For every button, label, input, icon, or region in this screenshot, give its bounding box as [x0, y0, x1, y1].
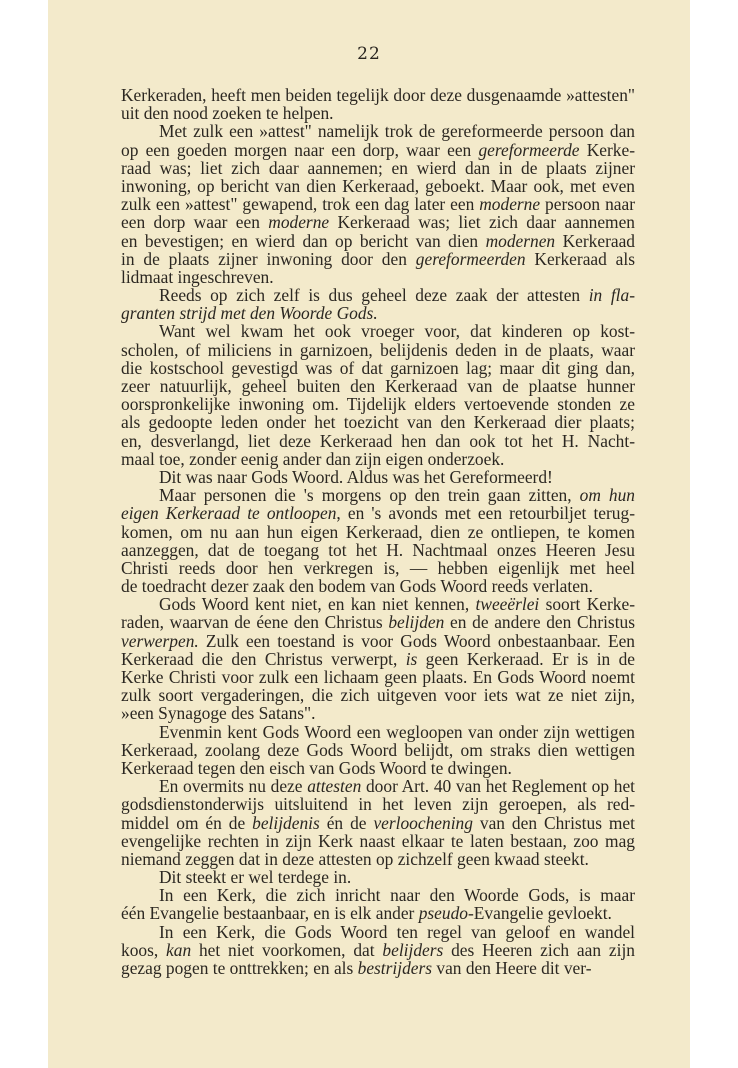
text-segment: Kerkeraad tegen den eisch van Gods Woord te dwingen.	[121, 757, 512, 778]
italic-segment: belijdenis	[252, 812, 320, 833]
text-segment: geen Kerkeraad. Er is in de	[417, 648, 635, 669]
text-segment: Dit was naar Gods Woord. Aldus was het Gereformeerd!	[159, 466, 553, 487]
text-line	[121, 723, 635, 741]
book-page	[48, 0, 690, 1068]
italic-segment: kan	[166, 939, 192, 960]
text-segment: als gedoopte leden onder het toezicht van den Kerkeraad dier plaats;	[121, 412, 635, 433]
text-segment: raad was; liet zich daar aannemen; en wierd dan in de plaats zijner	[121, 157, 635, 178]
text-segment: en, desverlangd, liet deze Kerkeraad hen dan ook tot het H. Nacht-	[121, 430, 635, 451]
text-segment: in de plaats zijner inwoning door den	[121, 248, 416, 269]
text-line	[121, 359, 635, 377]
text-segment: In een Kerk, die zich inricht naar den Woorde Gods, is maar	[159, 885, 635, 906]
text-line	[121, 814, 635, 832]
italic-segment: om hun	[579, 485, 635, 506]
text-segment: persoon naar	[540, 194, 635, 215]
text-segment: het niet voorkomen, dat	[191, 939, 383, 960]
text-segment: Gods Woord kent niet, en kan niet kennen,	[159, 594, 476, 615]
text-segment: een dorp waar een	[121, 212, 269, 233]
text-segment: Evenmin kent Gods Woord een wegloopen van onder zijn wettigen	[159, 721, 635, 742]
text-line	[121, 632, 635, 650]
text-segment: aanzeggen, dat de toegang tot het H. Nachtmaal onzes Heeren Jesu	[121, 539, 635, 560]
text-segment: Maar personen die 's morgens op den trein gaan zitten,	[159, 485, 580, 506]
text-segment: die kostschool gevestigd was of dat garnizoen lag; maar dit ging dan,	[121, 357, 635, 378]
text-line	[121, 959, 635, 977]
italic-segment: verloochening	[373, 812, 473, 833]
text-line	[121, 141, 635, 159]
text-segment: zeer natuurlijk, geheel buiten den Kerkeraad van de plaatse hunner	[121, 376, 635, 396]
italic-segment: modernen	[485, 230, 556, 251]
italic-segment: moderne	[268, 212, 330, 233]
text-line	[121, 450, 635, 468]
text-line	[121, 868, 635, 886]
text-line	[121, 577, 635, 595]
text-segment: én de	[319, 812, 374, 833]
text-segment: »een Synagoge des Satans".	[121, 703, 316, 724]
text-line	[121, 886, 635, 904]
text-line	[121, 777, 635, 795]
text-segment: inwoning, op bericht van dien Kerkeraad, geboekt. Maar ook, met even	[121, 175, 635, 196]
text-segment: raden, waarvan de éene den Christus	[121, 612, 389, 633]
italic-segment: gereformeerden	[415, 248, 526, 269]
page-number: 22	[357, 44, 381, 64]
text-line	[121, 759, 635, 777]
italic-segment: granten strijd met den Woorde Gods.	[121, 303, 378, 324]
text-segment: evengelijke rechten in zijn Kerk naast elkaar te laten bestaan, zoo mag	[121, 830, 635, 851]
text-line	[121, 104, 635, 122]
text-segment: Kerkeraad was; liet zich daar aannemen	[329, 212, 635, 233]
text-segment: door Art. 40 van het Reglement op het	[361, 776, 636, 797]
text-segment: lidmaat ingeschreven.	[121, 266, 274, 287]
text-line	[121, 650, 635, 668]
text-line	[121, 741, 635, 759]
text-segment: Zulk een toestand is voor Gods Woord onbestaanbaar. Een	[198, 630, 635, 651]
text-segment: uit den nood zoeken te helpen.	[121, 103, 334, 124]
text-line	[121, 232, 635, 250]
italic-segment: pseudo	[418, 903, 468, 924]
italic-segment: is	[405, 648, 418, 669]
text-segment: middel om én de	[121, 812, 253, 833]
text-segment: zulk een »attest" gewapend, trok een dag later een	[121, 194, 480, 215]
text-segment: maal toe, zonder eenig ander dan zijn eigen onderzoek.	[121, 448, 505, 469]
text-segment: Want wel kwam het ook vroeger voor, dat kinderen op kost-	[159, 321, 635, 342]
text-segment: Dit steekt er wel terdege in.	[159, 867, 352, 888]
italic-segment: eigen Kerkeraad te ontloopen	[121, 503, 337, 524]
text-segment: één Evangelie bestaanbaar, en is elk ander	[121, 903, 419, 924]
text-line	[121, 941, 635, 959]
text-line	[121, 704, 635, 722]
text-segment: niemand zeggen dat in deze attesten op zichzelf geen kwaad steekt.	[121, 848, 589, 869]
text-line	[121, 668, 635, 686]
text-line	[121, 122, 635, 140]
text-line	[121, 159, 635, 177]
text-segment: Reeds op zich zelf is dus geheel deze zaak der attesten	[159, 285, 589, 306]
text-segment: en de andere den Christus	[444, 612, 635, 633]
text-segment: Christi reeds door hen verkregen is, — hebben eigenlijk met heel	[121, 557, 635, 578]
text-line	[121, 504, 635, 522]
text-segment: komen, om nu aan hun eigen Kerkeraad, dien ze ontliepen, te komen	[121, 521, 635, 542]
text-line	[121, 486, 635, 504]
text-segment: Met zulk een »attest" namelijk trok de gereformeerde persoon dan	[159, 121, 635, 142]
text-segment: In een Kerk, die Gods Woord ten regel van geloof en wandel	[159, 921, 635, 942]
text-line	[121, 523, 635, 541]
text-segment: Kerkeraad die den Christus verwerpt,	[121, 648, 406, 669]
text-line	[121, 559, 635, 577]
text-line	[121, 432, 635, 450]
italic-segment: tweeërlei	[475, 594, 540, 615]
text-line	[121, 177, 635, 195]
text-segment: -Evangelie gevloekt.	[467, 903, 612, 924]
text-line	[121, 395, 635, 413]
text-line	[121, 468, 635, 486]
text-segment: godsdienstonderwijs uitsluitend in het leven zijn geroepen, als red-	[121, 794, 635, 815]
text-line	[121, 541, 635, 559]
text-line	[121, 377, 635, 395]
italic-segment: gereformeerde	[478, 139, 580, 160]
text-segment: Kerkeraad als	[525, 248, 636, 269]
text-segment: Kerke-	[579, 139, 635, 160]
text-segment: soort Kerke-	[539, 594, 635, 615]
text-segment: Kerkeraad, zoolang deze Gods Woord belijdt, om straks dien wettigen	[121, 739, 635, 760]
text-segment: , en 's avonds met een retourbiljet terug-	[336, 503, 635, 524]
italic-segment: belijden	[388, 612, 445, 633]
text-line	[121, 195, 635, 213]
text-line	[121, 341, 635, 359]
text-line	[121, 268, 635, 286]
body-text	[121, 86, 635, 977]
text-line	[121, 595, 635, 613]
text-segment: scholen, of miliciens in garnizoen, belijdenis deden in de plaats, waar	[121, 339, 635, 360]
text-line	[121, 304, 635, 322]
text-line	[121, 613, 635, 631]
text-segment: des Heeren zich aan zijn	[443, 939, 635, 960]
text-line	[121, 904, 635, 922]
text-segment: van den Christus met	[472, 812, 635, 833]
text-segment: Kerke Christi voor zulk een lichaam geen plaats. En Gods Woord noemt	[121, 667, 635, 687]
text-line	[121, 213, 635, 231]
text-segment: gezag pogen te onttrekken; en als	[121, 958, 358, 978]
text-segment: Kerkeraden, heeft men beiden tegelijk door deze dusgenaamde »attesten"	[121, 85, 635, 105]
text-line	[121, 322, 635, 340]
text-line	[121, 686, 635, 704]
text-line	[121, 832, 635, 850]
text-segment: en bevestigen; en wierd dan op bericht van dien	[121, 230, 486, 251]
text-segment: En overmits nu deze	[159, 776, 308, 797]
text-line	[121, 795, 635, 813]
text-line	[121, 923, 635, 941]
italic-segment: verwerpen.	[121, 630, 199, 651]
text-segment: zulk soort vergaderingen, die zich uitgeven voor iets wat ze niet zijn,	[121, 685, 635, 706]
italic-segment: moderne	[479, 194, 541, 215]
italic-segment: bestrijders	[357, 958, 433, 978]
text-segment: van den Heere dit ver-	[432, 958, 592, 978]
text-line	[121, 286, 635, 304]
text-segment: Kerkeraad	[555, 230, 635, 251]
text-segment: koos,	[121, 939, 167, 960]
italic-segment: belijders	[382, 939, 444, 960]
text-line	[121, 86, 635, 104]
text-line	[121, 850, 635, 868]
text-segment: de toedracht dezer zaak den bodem van Gods Woord reeds verlaten.	[121, 576, 593, 597]
text-segment: oorspronkelijke inwoning om. Tijdelijk elders vertoevende stonden ze	[121, 394, 635, 415]
text-segment: op een goeden morgen naar een dorp, waar een	[121, 139, 479, 160]
text-line	[121, 250, 635, 268]
italic-segment: in fla-	[588, 285, 635, 306]
italic-segment: attesten	[307, 776, 362, 797]
text-line	[121, 413, 635, 431]
